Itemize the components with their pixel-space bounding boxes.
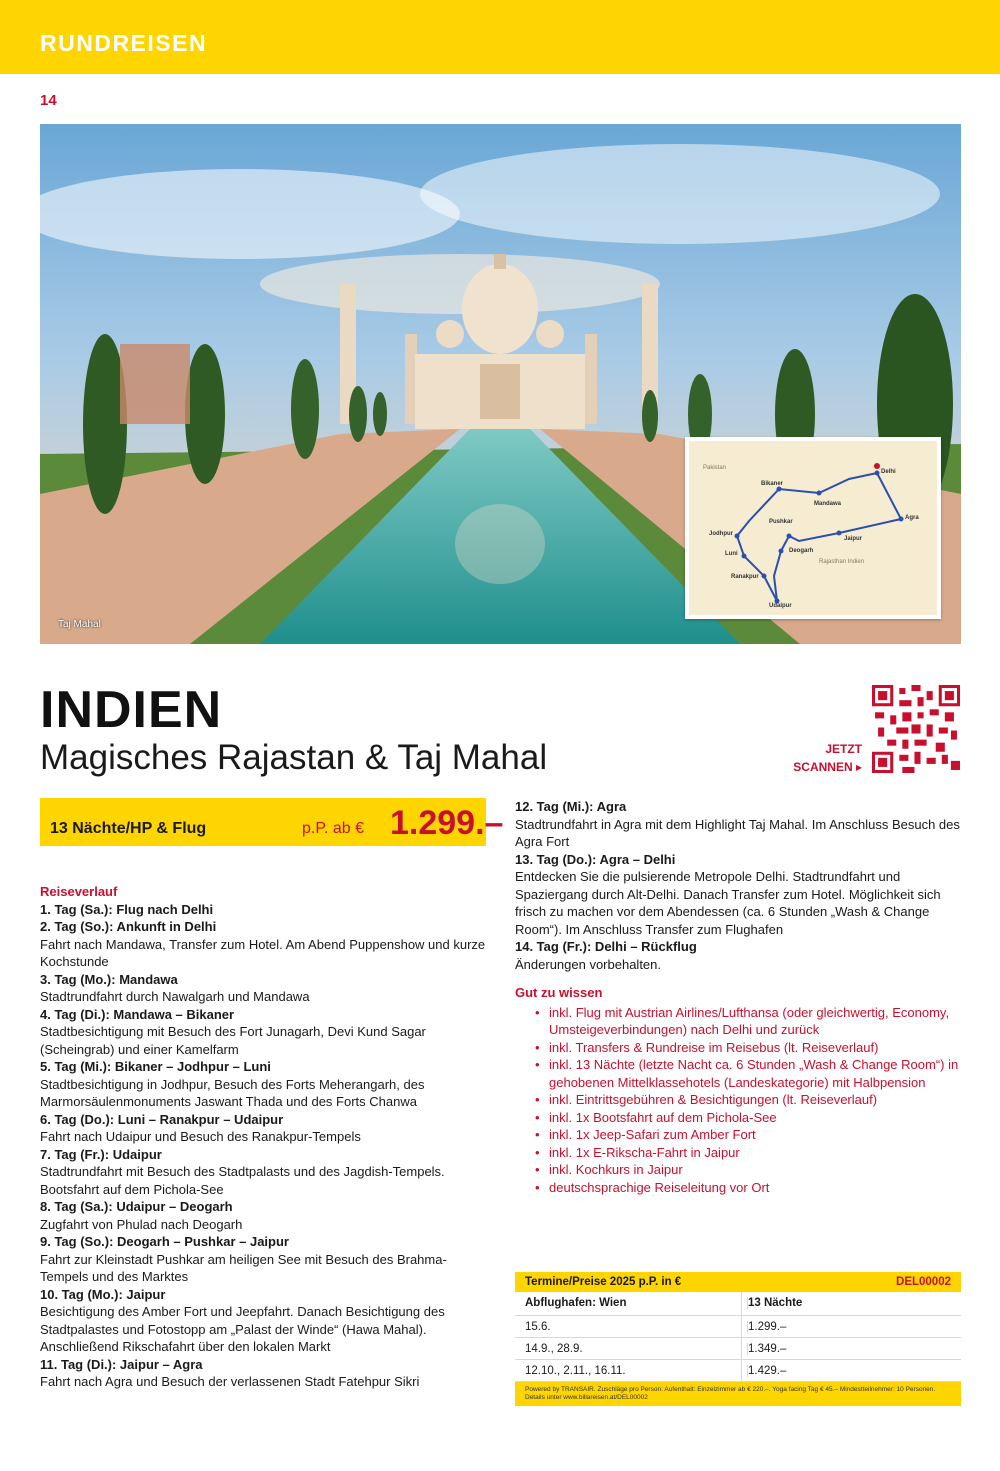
table-row [515, 1360, 961, 1382]
price-table [515, 1272, 961, 1406]
table-header-row [515, 1292, 961, 1316]
map-label-udaipur: Udaipur [769, 603, 792, 609]
list-item: • inkl. Transfers & Rundreise im Reisebus (lt. Reiseverlauf) [535, 1039, 960, 1057]
itinerary-day: 5. Tag (Mi.): Bikaner – Jodhpur – Luni Stadtbesichtigung in Jodhpur, Besuch des Forts Meherangarh, des Marmorsäulenmonuments Jaswant Thada und des Forts Chanwa [40, 1059, 425, 1109]
list-item: • deutschsprachige Reiseleitung vor Ort [535, 1179, 960, 1197]
itinerary-day: 2. Tag (So.): Ankunft in Delhi Fahrt nach Mandawa, Transfer zum Hotel. Am Abend Puppenshow und kurze Kochstunde [40, 919, 486, 969]
list-item: • inkl. Eintrittsgebühren & Besichtigungen (lt. Reiseverlauf) [535, 1091, 960, 1109]
price-table-header [515, 1272, 961, 1292]
itinerary-left [40, 883, 490, 1391]
itinerary-day: 3. Tag (Mo.): Mandawa Stadtrundfahrt durch Nawalgarh und Mandawa [40, 971, 310, 1004]
itinerary-day: 7. Tag (Fr.): Udaipur Stadtrundfahrt mit Besuch des Stadtpalasts und des Jagdish-Tempels. Bootsfahrt auf dem Pichola-See [40, 1146, 445, 1197]
price-amount: 1.299.– [390, 804, 504, 842]
table-cell-date: 12.10., 2.11., 16.11. [525, 1365, 626, 1377]
itinerary-day: 1. Tag (Sa.): Flug nach Delhi [40, 901, 214, 917]
itinerary-day: 10. Tag (Mo.): Jaipur Besichtigung des Amber Fort und Jeepfahrt. Danach Besichtigung des Stadtpalastes und Fotostopp am „Palast der Winde“ (Hawa Mahal). Anschließend Rikschafahrt über den lokalen Markt [40, 1286, 445, 1354]
section-header-bar [0, 0, 1000, 74]
trip-code[interactable]: DEL00002 [896, 1276, 951, 1288]
photo-caption: Taj Mahal [58, 619, 101, 630]
list-item: • inkl. Kochkurs in Jaipur [535, 1161, 960, 1179]
map-label-delhi: Delhi [881, 469, 896, 475]
itinerary-day: 8. Tag (Sa.): Udaipur – Deogarh Zugfahrt von Phulad nach Deogarh [40, 1199, 243, 1232]
itinerary-day: 9. Tag (So.): Deogarh – Pushkar – Jaipur Fahrt zur Kleinstadt Pushkar am heiligen See mit Besuch des Brahma-Tempels und des Marktes [40, 1234, 447, 1284]
page-subtitle: Magisches Rajastan & Taj Mahal [40, 738, 548, 777]
map-label-bikaner: Bikaner [761, 481, 784, 487]
map-label-pushkar: Pushkar [769, 519, 793, 525]
good-to-know-list [515, 1004, 960, 1197]
scan-line-2: SCANNEN ▸ [793, 760, 862, 774]
scan-line-1: JETZT [825, 742, 862, 756]
itinerary-day: 4. Tag (Di.): Mandawa – Bikaner Stadtbesichtigung mit Besuch des Fort Junagarh, Devi Kund Sagar (Scheingrab) und einer Kamelfarm [40, 1006, 426, 1057]
table-divider [741, 1292, 742, 1382]
itinerary-day: 13. Tag (Do.): Agra – Delhi Entdecken Sie die pulsierende Metropole Delhi. Stadtrundfahrt und Spaziergang durch Alt-Delhi. Danach Transfer zum Hotel. Möglichkeit sich frisch zu machen vor dem Abendessen (ca. 6 Stunden „Wash & Change Room“). Im Anschluss Transfer zum Flughafen [515, 851, 941, 937]
column-header-departure: Abflughafen: Wien [525, 1297, 627, 1309]
route-lines [689, 441, 937, 615]
map-label-jaipur: Jaipur [844, 536, 863, 542]
map-label-luni: Luni [725, 551, 738, 557]
map-label-mandawa: Mandawa [814, 501, 842, 507]
column-header-nights: 13 Nächte [748, 1297, 803, 1309]
price-table-footnote: Powered by TRANSAIR. Zuschläge pro Person: Aufenthalt: Einzelzimmer ab € 220.–. Yoga facing Tag € 45.– Mindestteilnehmer: 10 Personen. Details unter www.billareisen.at/DEL00002 [515, 1382, 961, 1406]
list-item: • inkl. Flug mit Austrian Airlines/Lufthansa (oder gleichwertig, Economy, Umsteigeverbindungen) nach Delhi und zurück [535, 1004, 960, 1039]
table-row [515, 1338, 961, 1360]
map-label-ranakpur: Ranakpur [731, 574, 759, 580]
page-number: 14 [40, 92, 57, 109]
map-label-rajasthan: Rajasthan Indien [819, 559, 865, 565]
map-label-pakistan: Pakistan [703, 465, 727, 471]
price-package-label: 13 Nächte/HP & Flug [50, 820, 207, 837]
good-to-know-heading: Gut zu wissen [515, 985, 603, 1000]
itinerary-right [515, 798, 960, 1196]
table-cell-price: 1.349.– [748, 1343, 787, 1355]
table-cell-date: 14.9., 28.9. [525, 1343, 583, 1355]
itinerary-day: 11. Tag (Di.): Jaipur – Agra Fahrt nach Agra und Besuch der verlassenen Stadt Fatehpur Sikri [40, 1356, 420, 1389]
itinerary-day: 6. Tag (Do.): Luni – Ranakpur – Udaipur Fahrt nach Udaipur und Besuch des Ranakpur-Tempels [40, 1111, 361, 1144]
table-cell-price: 1.429.– [748, 1365, 787, 1377]
scan-prompt [793, 740, 862, 776]
price-table-title: Termine/Preise 2025 p.P. in € [525, 1276, 682, 1288]
table-cell-price: 1.299.– [748, 1321, 787, 1333]
list-item: • inkl. 13 Nächte (letzte Nacht ca. 6 Stunden „Wash & Change Room“) in gehobenen Mittelklassehotels (Landeskategorie) mit Halbpension [535, 1056, 960, 1091]
list-item: • inkl. 1x Jeep-Safari zum Amber Fort [535, 1126, 960, 1144]
itinerary-heading: Reiseverlauf [40, 884, 118, 899]
list-item: • inkl. 1x Bootsfahrt auf dem Pichola-See [535, 1109, 960, 1127]
price-banner [40, 798, 504, 846]
section-label: RUNDREISEN [40, 30, 208, 56]
map-label-deogarh: Deogarh [789, 548, 814, 554]
map-label-jodhpur: Jodhpur [709, 531, 733, 537]
route-map [685, 437, 941, 619]
qr-code-icon[interactable] [872, 685, 960, 773]
price-prefix: p.P. ab € [302, 820, 364, 837]
list-item: • inkl. 1x E-Rikscha-Fahrt in Jaipur [535, 1144, 960, 1162]
page-title: INDIEN [40, 681, 223, 739]
map-label-agra: Agra [905, 515, 919, 521]
itinerary-day: 14. Tag (Fr.): Delhi – Rückflug Änderungen vorbehalten. [515, 939, 697, 972]
table-cell-date: 15.6. [525, 1321, 551, 1333]
itinerary-day: 12. Tag (Mi.): Agra Stadtrundfahrt in Agra mit dem Highlight Taj Mahal. Im Anschluss Besuch des Agra Fort [515, 799, 960, 849]
table-row [515, 1316, 961, 1338]
